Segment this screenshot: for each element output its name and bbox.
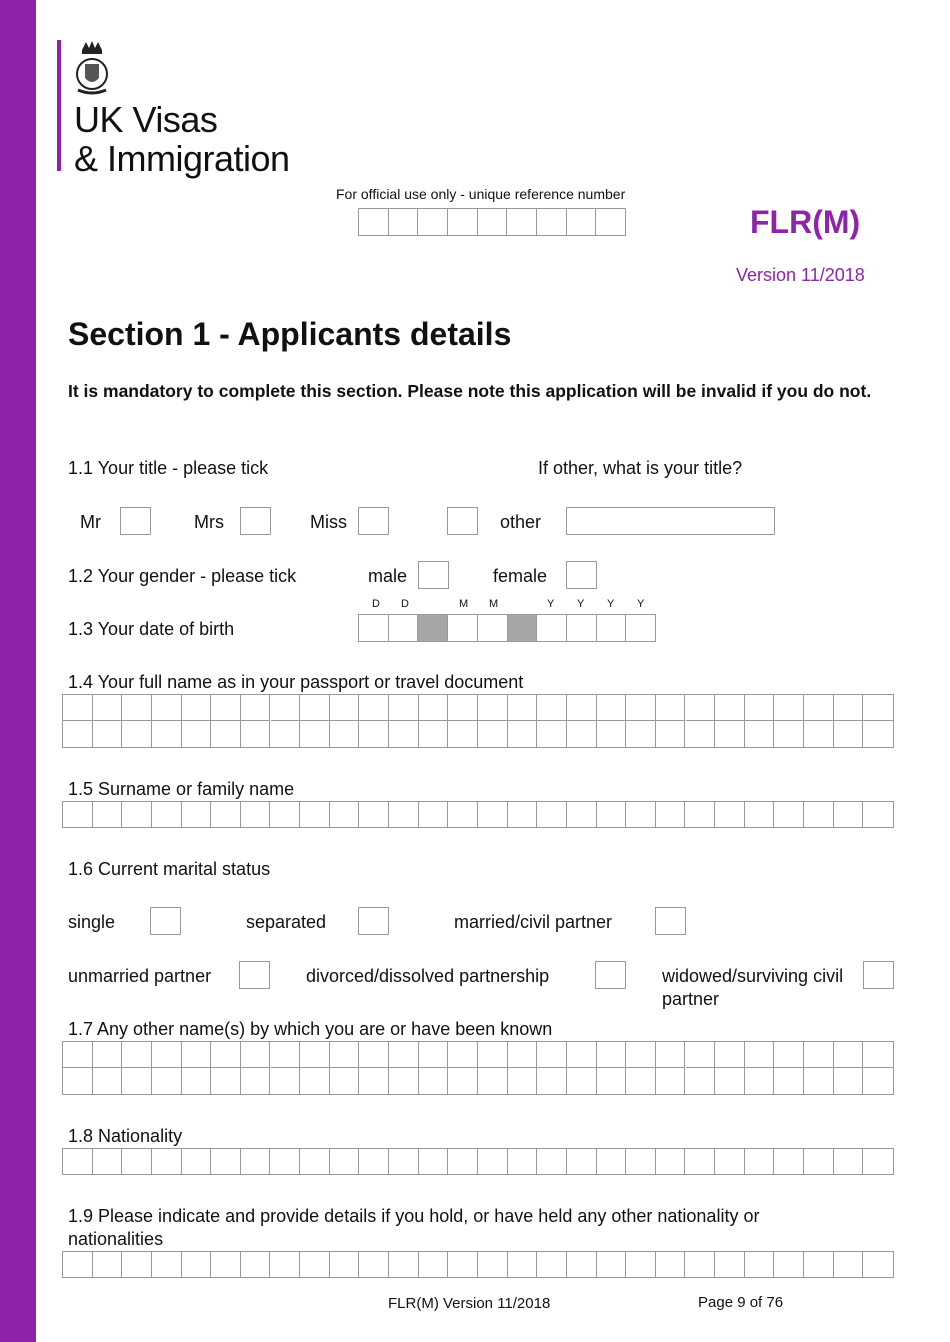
form-code: FLR(M)	[750, 204, 861, 240]
character-cell[interactable]	[389, 1252, 419, 1277]
character-cell[interactable]	[211, 695, 241, 721]
character-cell[interactable]	[389, 721, 419, 747]
character-cell[interactable]	[745, 695, 775, 721]
character-cell[interactable]	[863, 1068, 893, 1094]
character-cell[interactable]	[359, 1149, 389, 1174]
title-option-label: Mr	[80, 512, 101, 532]
character-cell[interactable]	[152, 1149, 182, 1174]
character-cell[interactable]	[300, 1149, 330, 1174]
marital-option-label: married/civil partner	[454, 912, 613, 932]
character-cell[interactable]	[152, 802, 182, 827]
title-other-checkbox[interactable]	[447, 507, 478, 535]
character-cell[interactable]	[567, 1068, 597, 1094]
character-cell[interactable]	[389, 695, 419, 721]
character-cell[interactable]	[63, 1068, 93, 1094]
character-cell[interactable]	[419, 1042, 449, 1068]
character-cell[interactable]	[745, 1252, 775, 1277]
character-cell[interactable]	[537, 721, 567, 747]
left-accent-stripe	[0, 0, 36, 1342]
title-mrs-checkbox[interactable]	[240, 507, 271, 535]
character-cell[interactable]	[389, 1068, 419, 1094]
character-cell[interactable]	[597, 1149, 627, 1174]
character-cell[interactable]	[271, 1149, 301, 1174]
character-cell[interactable]	[656, 1042, 686, 1068]
marital-single-checkbox[interactable]	[150, 907, 181, 935]
character-cell[interactable]	[211, 1042, 241, 1068]
character-cell[interactable]	[478, 802, 508, 827]
character-cell[interactable]	[537, 1149, 567, 1174]
dob-input[interactable]	[358, 614, 656, 642]
character-cell[interactable]	[656, 695, 686, 721]
character-cell[interactable]	[508, 695, 538, 721]
character-cell[interactable]	[834, 1252, 864, 1277]
character-cell[interactable]	[745, 802, 775, 827]
character-cell[interactable]	[419, 695, 449, 721]
character-cell[interactable]	[330, 1149, 360, 1174]
gender-question: 1.2 Your gender - please tick	[68, 566, 297, 586]
character-cell[interactable]	[241, 1149, 271, 1174]
character-cell[interactable]	[774, 1042, 804, 1068]
marital-divorced-checkbox[interactable]	[595, 961, 626, 989]
character-cell[interactable]	[508, 1042, 538, 1068]
character-cell[interactable]	[389, 1149, 419, 1174]
footer-version: FLR(M) Version 11/2018	[388, 1295, 551, 1312]
character-cell[interactable]	[211, 1149, 241, 1174]
other-title-input[interactable]	[566, 507, 775, 535]
character-cell[interactable]	[182, 1042, 212, 1068]
character-cell[interactable]	[448, 1252, 478, 1277]
character-cell[interactable]	[63, 695, 93, 721]
date-letter: D	[372, 598, 380, 610]
character-cell[interactable]	[122, 1042, 152, 1068]
marital-status-question: 1.6 Current marital status	[68, 859, 271, 879]
character-cell[interactable]	[330, 802, 360, 827]
marital-option-label: single	[68, 912, 116, 932]
date-letter: Y	[547, 598, 555, 610]
character-cell[interactable]	[448, 695, 478, 721]
character-cell[interactable]	[863, 802, 893, 827]
date-letter: Y	[607, 598, 615, 610]
character-cell[interactable]	[597, 1042, 627, 1068]
brand-line-1: UK Visas	[74, 99, 218, 140]
other-nationalities-question: 1.9 Please indicate and provide details if you hold, or have held any other nationality or nationalities	[68, 1206, 760, 1249]
marital-married-checkbox[interactable]	[655, 907, 686, 935]
character-cell[interactable]	[271, 695, 301, 721]
character-cell[interactable]	[330, 695, 360, 721]
date-letter: M	[459, 598, 469, 610]
character-cell[interactable]	[122, 1252, 152, 1277]
character-cell[interactable]	[774, 695, 804, 721]
character-cell[interactable]	[567, 695, 597, 721]
character-cell[interactable]	[774, 1252, 804, 1277]
title-mr-checkbox[interactable]	[120, 507, 151, 535]
character-cell[interactable]	[330, 1042, 360, 1068]
date-letter: D	[401, 598, 409, 610]
character-cell[interactable]	[63, 721, 93, 747]
character-cell[interactable]	[656, 1149, 686, 1174]
marital-option-label: separated	[246, 912, 327, 932]
character-cell[interactable]	[508, 1149, 538, 1174]
character-cell[interactable]	[804, 695, 834, 721]
character-cell[interactable]	[448, 1042, 478, 1068]
character-cell[interactable]	[93, 1042, 123, 1068]
gender-option-label: male	[368, 566, 408, 586]
character-cell[interactable]	[152, 721, 182, 747]
character-cell[interactable]	[567, 802, 597, 827]
character-cell[interactable]	[211, 1068, 241, 1094]
character-cell[interactable]	[271, 1068, 301, 1094]
marital-unmarried-checkbox[interactable]	[239, 961, 270, 989]
character-cell[interactable]	[300, 721, 330, 747]
official-use-label: For official use only - unique reference number	[336, 186, 626, 202]
character-cell[interactable]	[93, 695, 123, 721]
character-cell[interactable]	[686, 1149, 716, 1174]
form-version: Version 11/2018	[736, 265, 865, 285]
character-cell[interactable]	[122, 695, 152, 721]
character-cell[interactable]	[182, 1149, 212, 1174]
character-cell[interactable]	[597, 1252, 627, 1277]
character-cell[interactable]	[478, 721, 508, 747]
character-cell[interactable]	[93, 1068, 123, 1094]
character-cell[interactable]	[567, 1042, 597, 1068]
character-cell[interactable]	[330, 721, 360, 747]
mandatory-notice: It is mandatory to complete this section. Please note this application will be invalid if you do not.	[68, 381, 872, 401]
title-question: 1.1 Your title - please tick	[68, 458, 269, 478]
character-cell[interactable]	[774, 1149, 804, 1174]
character-cell[interactable]	[834, 1149, 864, 1174]
reference-number-boxes[interactable]	[358, 208, 626, 236]
character-cell[interactable]	[448, 802, 478, 827]
surname-input[interactable]	[62, 801, 894, 828]
character-cell[interactable]	[508, 1252, 538, 1277]
character-cell[interactable]	[774, 721, 804, 747]
character-cell[interactable]	[63, 1042, 93, 1068]
character-cell[interactable]	[508, 1068, 538, 1094]
character-cell[interactable]	[804, 1149, 834, 1174]
character-cell[interactable]	[745, 1042, 775, 1068]
character-cell[interactable]	[152, 1068, 182, 1094]
title-miss-checkbox[interactable]	[358, 507, 389, 535]
character-cell[interactable]	[626, 1068, 656, 1094]
character-cell[interactable]	[715, 802, 745, 827]
dob-question: 1.3 Your date of birth	[68, 619, 235, 639]
character-cell[interactable]	[863, 721, 893, 747]
character-cell[interactable]	[330, 1068, 360, 1094]
character-cell[interactable]	[597, 721, 627, 747]
character-cell[interactable]	[656, 1252, 686, 1277]
character-cell[interactable]	[241, 721, 271, 747]
character-cell[interactable]	[863, 1252, 893, 1277]
character-cell[interactable]	[834, 802, 864, 827]
character-cell[interactable]	[715, 1042, 745, 1068]
character-cell[interactable]	[211, 1252, 241, 1277]
character-cell[interactable]	[656, 721, 686, 747]
character-cell[interactable]	[537, 1252, 567, 1277]
character-cell[interactable]	[508, 802, 538, 827]
character-cell[interactable]	[241, 1068, 271, 1094]
character-cell[interactable]	[863, 1149, 893, 1174]
character-cell[interactable]	[271, 1252, 301, 1277]
character-cell[interactable]	[300, 1068, 330, 1094]
footer-page-number: Page 9 of 76	[698, 1294, 784, 1311]
character-cell[interactable]	[537, 1068, 567, 1094]
character-cell[interactable]	[330, 1252, 360, 1277]
character-cell[interactable]	[359, 1068, 389, 1094]
date-letter: M	[489, 598, 499, 610]
character-cell[interactable]	[241, 802, 271, 827]
character-cell[interactable]	[152, 695, 182, 721]
gender-female-checkbox[interactable]	[566, 561, 597, 589]
character-cell[interactable]	[834, 1068, 864, 1094]
character-cell[interactable]	[686, 802, 716, 827]
character-cell[interactable]	[359, 721, 389, 747]
character-cell[interactable]	[448, 1149, 478, 1174]
character-cell[interactable]	[656, 802, 686, 827]
other-names-input[interactable]	[62, 1041, 894, 1095]
logo-accent-bar	[57, 40, 61, 171]
character-cell[interactable]	[626, 695, 656, 721]
character-cell[interactable]	[359, 1252, 389, 1277]
character-cell[interactable]	[300, 1252, 330, 1277]
character-cell[interactable]	[359, 802, 389, 827]
surname-question: 1.5 Surname or family name	[68, 779, 295, 799]
other-title-prompt: If other, what is your title?	[538, 458, 743, 478]
character-cell[interactable]	[626, 1252, 656, 1277]
character-cell[interactable]	[567, 1149, 597, 1174]
section-title: Section 1 - Applicants details	[68, 316, 512, 352]
character-cell[interactable]	[804, 1068, 834, 1094]
character-cell[interactable]	[686, 721, 716, 747]
character-cell[interactable]	[419, 1149, 449, 1174]
character-cell[interactable]	[182, 802, 212, 827]
character-cell[interactable]	[834, 721, 864, 747]
character-cell[interactable]	[271, 721, 301, 747]
character-cell[interactable]	[537, 695, 567, 721]
character-cell[interactable]	[478, 1149, 508, 1174]
character-cell[interactable]	[182, 721, 212, 747]
character-cell[interactable]	[241, 695, 271, 721]
marital-widowed-checkbox[interactable]	[863, 961, 894, 989]
gender-male-checkbox[interactable]	[418, 561, 449, 589]
character-cell[interactable]	[626, 1149, 656, 1174]
character-cell[interactable]	[448, 721, 478, 747]
full-name-input[interactable]	[62, 694, 894, 748]
character-cell[interactable]	[715, 1252, 745, 1277]
title-option-label: Miss	[310, 512, 347, 532]
character-cell[interactable]	[419, 721, 449, 747]
title-option-label: other	[500, 512, 542, 532]
marital-separated-checkbox[interactable]	[358, 907, 389, 935]
character-cell[interactable]	[715, 1068, 745, 1094]
character-cell[interactable]	[567, 1252, 597, 1277]
character-cell[interactable]	[745, 1068, 775, 1094]
character-cell[interactable]	[715, 721, 745, 747]
character-cell[interactable]	[715, 1149, 745, 1174]
character-cell[interactable]	[656, 1068, 686, 1094]
character-cell[interactable]	[686, 1252, 716, 1277]
character-cell[interactable]	[211, 802, 241, 827]
character-cell[interactable]	[834, 695, 864, 721]
character-cell[interactable]	[478, 695, 508, 721]
character-cell[interactable]	[686, 1068, 716, 1094]
character-cell[interactable]	[863, 1042, 893, 1068]
date-letter: Y	[577, 598, 585, 610]
character-cell[interactable]	[419, 1068, 449, 1094]
character-cell[interactable]	[241, 1252, 271, 1277]
character-cell[interactable]	[241, 1042, 271, 1068]
character-cell[interactable]	[419, 802, 449, 827]
nationality-input[interactable]	[62, 1148, 894, 1175]
character-cell[interactable]	[389, 1042, 419, 1068]
character-cell[interactable]	[271, 1042, 301, 1068]
character-cell[interactable]	[63, 1252, 93, 1277]
character-cell[interactable]	[93, 1252, 123, 1277]
character-cell[interactable]	[597, 1068, 627, 1094]
full-name-question: 1.4 Your full name as in your passport or travel document	[68, 672, 524, 692]
character-cell[interactable]	[804, 1252, 834, 1277]
character-cell[interactable]	[300, 1042, 330, 1068]
nationality-question: 1.8 Nationality	[68, 1126, 183, 1146]
character-cell[interactable]	[122, 802, 152, 827]
character-cell[interactable]	[626, 802, 656, 827]
character-cell[interactable]	[537, 802, 567, 827]
character-cell[interactable]	[804, 1042, 834, 1068]
character-cell[interactable]	[715, 695, 745, 721]
character-cell[interactable]	[152, 1252, 182, 1277]
marital-option-label: unmarried partner	[68, 966, 212, 986]
character-cell[interactable]	[686, 695, 716, 721]
character-cell[interactable]	[774, 802, 804, 827]
character-cell[interactable]	[626, 1042, 656, 1068]
character-cell[interactable]	[63, 1149, 93, 1174]
character-cell[interactable]	[508, 721, 538, 747]
character-cell[interactable]	[211, 721, 241, 747]
character-cell[interactable]	[182, 1252, 212, 1277]
character-cell[interactable]	[122, 1068, 152, 1094]
character-cell[interactable]	[567, 721, 597, 747]
character-cell[interactable]	[389, 802, 419, 827]
character-cell[interactable]	[93, 1149, 123, 1174]
character-cell[interactable]	[300, 695, 330, 721]
date-letter: Y	[637, 598, 645, 610]
character-cell[interactable]	[93, 721, 123, 747]
brand-line-2: & Immigration	[74, 138, 290, 179]
character-cell[interactable]	[448, 1068, 478, 1094]
character-cell[interactable]	[63, 802, 93, 827]
character-cell[interactable]	[537, 1042, 567, 1068]
character-cell[interactable]	[863, 695, 893, 721]
character-cell[interactable]	[626, 721, 656, 747]
character-cell[interactable]	[745, 1149, 775, 1174]
character-cell[interactable]	[359, 695, 389, 721]
other-nationalities-input[interactable]	[62, 1251, 894, 1278]
character-cell[interactable]	[478, 1042, 508, 1068]
character-cell[interactable]	[182, 695, 212, 721]
marital-option-label: divorced/dissolved partnership	[306, 966, 550, 986]
character-cell[interactable]	[93, 802, 123, 827]
character-cell[interactable]	[834, 1042, 864, 1068]
character-cell[interactable]	[182, 1068, 212, 1094]
marital-option-label: widowed/surviving civil partner	[662, 966, 844, 1009]
character-cell[interactable]	[686, 1042, 716, 1068]
royal-crest-icon	[74, 40, 110, 98]
character-cell[interactable]	[419, 1252, 449, 1277]
character-cell[interactable]	[300, 802, 330, 827]
character-cell[interactable]	[122, 1149, 152, 1174]
character-cell[interactable]	[745, 721, 775, 747]
gender-option-label: female	[493, 566, 548, 586]
character-cell[interactable]	[359, 1042, 389, 1068]
character-cell[interactable]	[804, 802, 834, 827]
character-cell[interactable]	[478, 1252, 508, 1277]
character-cell[interactable]	[122, 721, 152, 747]
character-cell[interactable]	[597, 695, 627, 721]
title-option-label: Mrs	[194, 512, 224, 532]
character-cell[interactable]	[804, 721, 834, 747]
character-cell[interactable]	[152, 1042, 182, 1068]
character-cell[interactable]	[478, 1068, 508, 1094]
other-names-question: 1.7 Any other name(s) by which you are or have been known	[68, 1019, 553, 1039]
character-cell[interactable]	[597, 802, 627, 827]
character-cell[interactable]	[271, 802, 301, 827]
character-cell[interactable]	[774, 1068, 804, 1094]
